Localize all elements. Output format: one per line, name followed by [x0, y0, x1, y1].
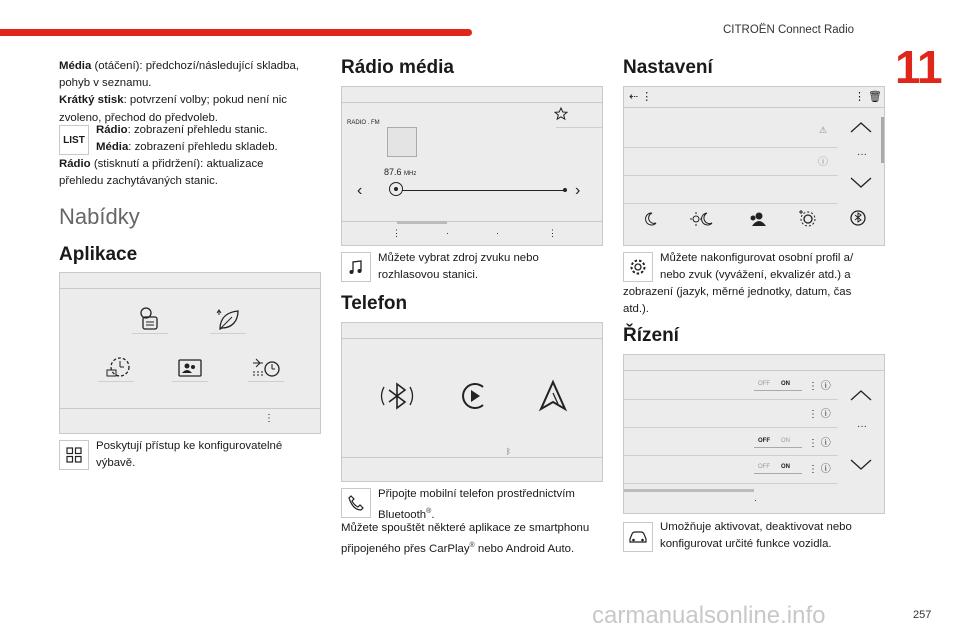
system-settings-icon: [797, 209, 817, 227]
settings-gear-icon: [623, 252, 653, 282]
more-icon: ⋮: [548, 228, 557, 238]
warning-icon: ⚠: [819, 125, 828, 135]
carplay-icon: [457, 379, 491, 413]
apps-grid-icon: [59, 440, 89, 470]
settings-description-cont: zobrazení (jazyk, měrné jednotky, datum, čas atd.).: [623, 286, 852, 316]
media-knob-text: Média (otáčení): předchozí/následující skladba, pohyb v seznamu. Krátký stisk: potvrzení volby; pokud není nic zvoleno, přechod do předvoleb.: [59, 60, 299, 124]
bluetooth-icon: [380, 379, 414, 413]
preset-indicator: [397, 221, 447, 224]
info-icon: ⓘ: [818, 157, 828, 168]
frequency-readout: 87.6 MHz: [384, 167, 417, 177]
scroll-up-icon: [850, 389, 872, 401]
chapter-number: 11: [895, 41, 942, 93]
phone-description-apps: Můžete spouštět některé aplikace ze smartphonu připojeného přes CarPlay® nebo Android Auto.: [341, 522, 590, 555]
phone-handset-icon: [341, 488, 371, 518]
scroll-down-icon: [850, 177, 872, 189]
control-heading: Řízení: [623, 325, 679, 346]
more-icon: ⋮ ⓘ: [808, 438, 831, 449]
connectivity-settings-icon: [848, 209, 868, 227]
list-text: Rádio: zobrazení přehledu stanic. Média: zobrazení přehledu skladeb.: [96, 124, 278, 154]
eco-leaf-icon: [214, 307, 244, 333]
more-icon: ···: [857, 149, 867, 160]
album-art-placeholder: [387, 127, 417, 157]
phone-screen: [341, 322, 603, 482]
small-bluetooth-icon: ᛒ: [506, 447, 511, 456]
more-icon: ···: [857, 421, 867, 432]
radio-description: Můžete vybrat zdroj zvuku nebo rozhlasovou stanici.: [378, 252, 539, 282]
profile-icon: [748, 211, 766, 227]
more-icon: ⋮: [264, 413, 274, 424]
hold-text: Rádio (stisknutí a přidržení): aktualizace přehledu zachytávaných stanic.: [59, 158, 264, 188]
settings-description: Můžete nakonfigurovat osobní profil a/ nebo zvuk (vyvážení, ekvalizér atd.) a: [660, 252, 854, 282]
toggle-switch: OFF ON: [754, 379, 802, 391]
phone-description: Připojte mobilní telefon prostřednictvím Bluetooth®.: [378, 488, 575, 521]
back-icon: ⇠ ⋮: [629, 91, 653, 103]
apps-description: Poskytují přístup ke konfigurovatelné výbavě.: [96, 440, 283, 470]
night-mode-icon: [642, 211, 658, 227]
menus-heading: Nabídky: [59, 204, 140, 229]
day-night-icon: [690, 211, 714, 227]
car-icon: [623, 522, 653, 552]
next-station-icon: ›: [575, 182, 581, 199]
page-number: 257: [913, 609, 932, 621]
phone-heading: Telefon: [341, 293, 408, 314]
more-icon: ⋮ ⓘ: [808, 464, 831, 475]
watermark: carmanualsonline.info: [592, 602, 826, 629]
more-icon: ⋮ ⓘ: [808, 409, 831, 420]
brand-header: CITROËN Connect Radio: [723, 24, 855, 36]
control-description: Umožňuje aktivovat, deaktivovat nebo konfigurovat určité funkce vozidla.: [660, 521, 852, 551]
settings-heading: Nastavení: [623, 57, 713, 78]
radio-media-heading: Rádio média: [341, 57, 454, 78]
charging-timer-icon: [104, 355, 132, 381]
climate-timer-icon: [250, 355, 282, 381]
prev-station-icon: ‹: [357, 182, 363, 199]
band-label: RADIO . FM: [347, 120, 380, 126]
android-auto-icon: [536, 379, 570, 413]
list-button-icon: LIST: [59, 125, 89, 155]
contacts-card-icon: [176, 357, 204, 379]
connected-nav-icon: [136, 307, 166, 333]
favorite-star-icon: [554, 107, 568, 121]
page-indicator: [624, 489, 754, 492]
control-screen: OFF ON ⋮ ⓘ ⋮ ⓘ OFF ON ⋮ ⓘ OFF ON ⋮ ⓘ ··· ·: [623, 354, 885, 514]
chapter-color-bar: [0, 29, 472, 36]
toggle-switch: OFF ON: [754, 436, 802, 448]
apps-heading: Aplikace: [59, 244, 138, 265]
apps-screen: [59, 272, 321, 434]
toggle-switch: OFF ON: [754, 462, 802, 474]
frequency-slider: [390, 190, 566, 191]
scrollbar: [881, 117, 884, 163]
scroll-up-icon: [850, 121, 872, 133]
settings-screen: [623, 86, 885, 246]
scroll-down-icon: [850, 459, 872, 471]
music-note-icon: [341, 252, 371, 282]
delete-icon: ⋮ 🗑: [854, 91, 883, 103]
radio-screen: RADIO . FM 87.6 MHz ‹ › ⋮ · · ⋮: [341, 86, 603, 246]
more-icon: ⋮ ⓘ: [808, 381, 831, 392]
more-icon: ⋮: [392, 228, 401, 238]
